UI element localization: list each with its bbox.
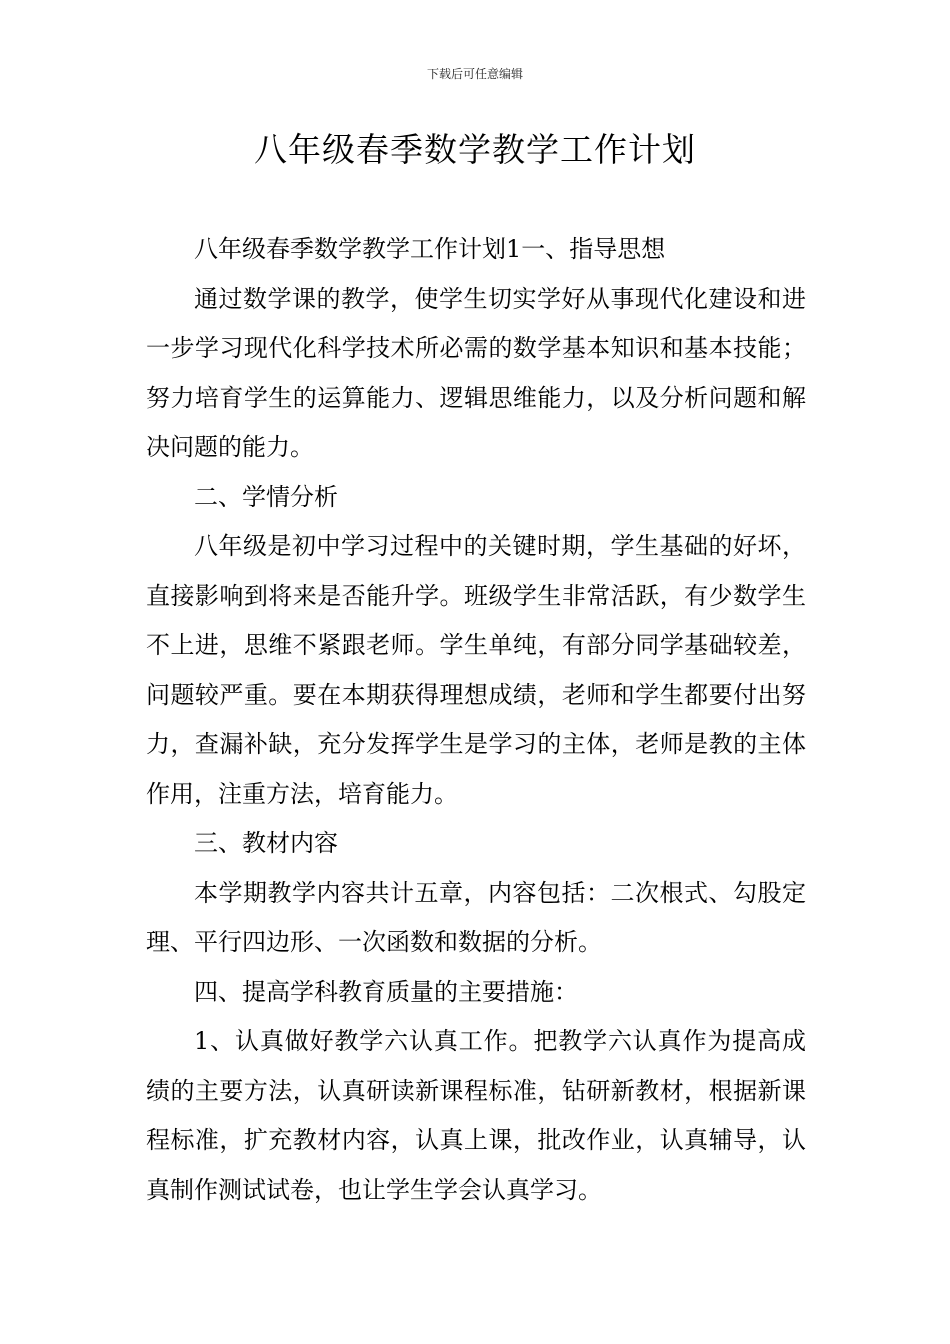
paragraph-textbook-content: 本学期教学内容共计五章，内容包括：二次根式、勾股定理、平行四边形、一次函数和数据的分析。 (146, 878, 806, 956)
paragraph-measure-1: 1、认真做好教学六认真工作。把教学六认真作为提高成绩的主要方法，认真研读新课程标准，钻研新教材，根据新课程标准，扩充教材内容，认真上课，批改作业，认真辅导，认真制作测试试卷，也让学生学会认真学习。 (146, 1027, 806, 1204)
paragraph-guiding-thought: 通过数学课的教学，使学生切实学好从事现代化建设和进一步学习现代化科学技术所必需的数学基本知识和基本技能；努力培育学生的运算能力、逻辑思维能力，以及分析问题和解决问题的能力。 (146, 284, 806, 461)
section-heading-textbook-content: 三、教材内容 (194, 829, 338, 857)
section-heading-student-analysis: 二、学情分析 (194, 482, 338, 511)
document-title: 八年级春季数学教学工作计划 (254, 130, 696, 169)
document-body (146, 225, 806, 1215)
header-note: 下载后可任意编辑 (426, 67, 523, 81)
paragraph-intro-heading: 八年级春季数学教学工作计划1一、指导思想 (194, 235, 666, 263)
section-heading-measures: 四、提高学科教育质量的主要措施： (194, 977, 578, 1006)
paragraph-student-analysis: 八年级是初中学习过程中的关键时期，学生基础的好坏，直接影响到将来是否能升学。班级学生非常活跃，有少数学生不上进，思维不紧跟老师。学生单纯，有部分同学基础较差，问题较严重。要在本期获得理想成绩，老师和学生都要付出努力，查漏补缺，充分发挥学生是学习的主体，老师是教的主体作用，注重方法，培育能力。 (146, 532, 806, 808)
